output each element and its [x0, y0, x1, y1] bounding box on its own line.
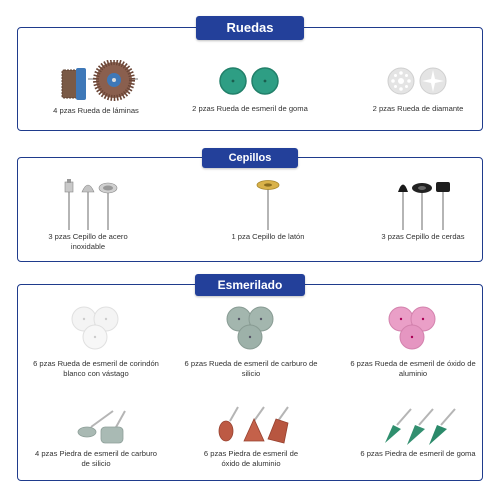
- section-cepillos: [17, 152, 483, 262]
- product-caption: 4 pzas Piedra de esmeril de carburo de silicio: [35, 449, 157, 468]
- section-esmerilado: [17, 278, 483, 481]
- section-title-esmerilado: Esmerilado: [195, 274, 305, 296]
- flap-wheel-icon: [48, 60, 144, 104]
- product-diamond-wheel: [358, 66, 478, 114]
- product-caption: 1 pza Cepillo de latón: [231, 232, 305, 241]
- product-caption: 6 pzas Piedra de esmeril de goma: [360, 449, 476, 458]
- product-silicon-carbide-stone: [30, 405, 162, 468]
- product-caption: 6 pzas Piedra de esmeril de óxido de aluminio: [203, 449, 299, 468]
- product-caption: 6 pzas Rueda de esmeril de corindón blanco con vástago: [33, 359, 159, 378]
- product-flap-wheel: [26, 60, 166, 116]
- silicon-carbide-wheel-icon: [219, 303, 283, 353]
- product-aluminum-oxide-stone: [198, 403, 304, 468]
- rubber-stone-icon: [375, 405, 461, 447]
- aluminum-oxide-stone-icon: [208, 403, 294, 447]
- diamond-wheel-icon: [383, 66, 453, 96]
- product-brass-brush: [216, 178, 320, 242]
- product-rubber-wheel: [190, 66, 310, 114]
- product-caption: 3 pzas Cepillo de acero inoxidable: [48, 232, 128, 251]
- silicon-carbide-stone-icon: [61, 405, 131, 447]
- product-caption: 3 pzas Cepillo de cerdas: [381, 232, 465, 241]
- product-silicon-carbide-wheel: [184, 303, 318, 378]
- product-caption: 2 pzas Rueda de diamante: [372, 104, 464, 113]
- product-caption: 6 pzas Rueda de esmeril de carburo de silicio: [184, 359, 318, 378]
- product-steel-brush: [38, 178, 138, 251]
- product-caption: 4 pzas Rueda de láminas: [53, 106, 139, 115]
- product-caption: 2 pzas Rueda de esmeril de goma: [192, 104, 308, 113]
- product-caption: 6 pzas Rueda de esmeril de óxido de aluminio: [350, 359, 476, 378]
- product-white-corundum-wheel: [30, 303, 162, 378]
- white-corundum-wheel-icon: [64, 303, 128, 353]
- section-title-ruedas: Ruedas: [196, 16, 304, 40]
- product-rubber-stone: [358, 405, 478, 459]
- product-bristle-brush: [368, 178, 478, 242]
- rubber-wheel-icon: [215, 66, 285, 96]
- bristle-brush-icon: [388, 178, 458, 230]
- product-aluminum-oxide-wheel: [348, 303, 478, 378]
- section-title-cepillos: Cepillos: [202, 148, 298, 168]
- aluminum-oxide-wheel-icon: [381, 303, 445, 353]
- steel-brush-icon: [53, 178, 123, 230]
- section-ruedas: [17, 20, 483, 131]
- brass-brush-icon: [248, 178, 288, 230]
